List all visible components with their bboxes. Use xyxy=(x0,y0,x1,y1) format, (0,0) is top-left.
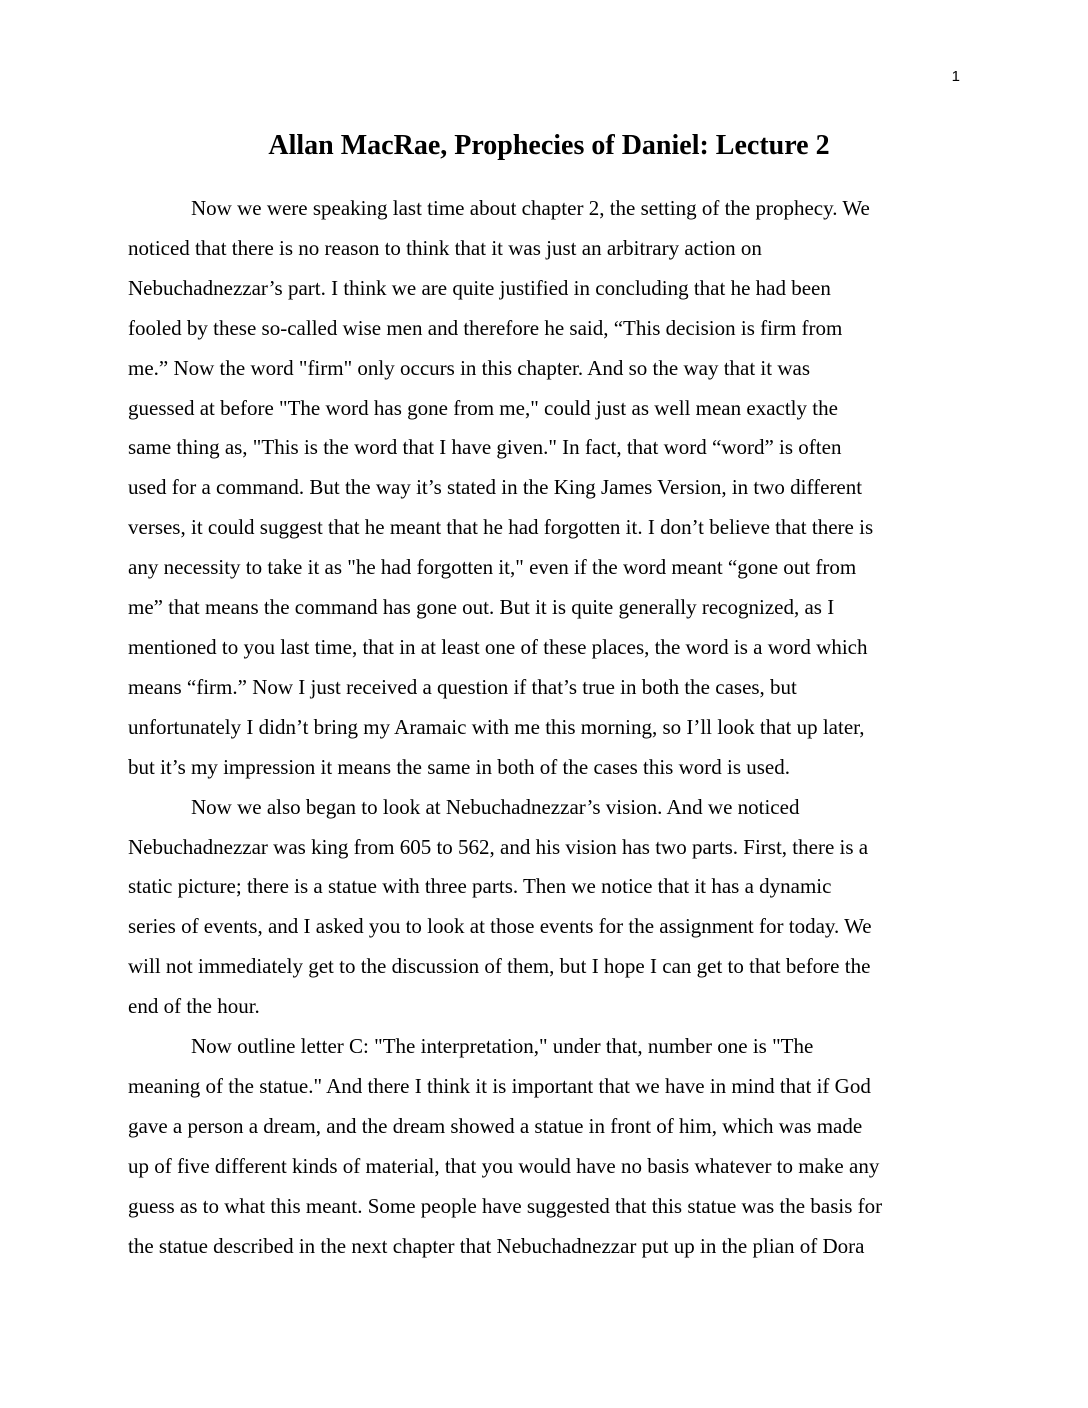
text-line: series of events, and I asked you to look at those events for the assignment for today. We xyxy=(128,914,872,939)
document-title: Allan MacRae, Prophecies of Daniel: Lecture 2 xyxy=(268,130,830,161)
text-line: gave a person a dream, and the dream showed a statue in front of him, which was made xyxy=(128,1113,863,1138)
paragraph-2 xyxy=(128,788,964,1027)
text-line: verses, it could suggest that he meant that he had forgotten it. I don’t believe that there is xyxy=(128,515,874,540)
text-line: guessed at before "The word has gone from me," could just as well mean exactly the xyxy=(128,395,838,420)
text-line: meaning of the statue." And there I think it is important that we have in mind that if God xyxy=(128,1073,871,1098)
text-line: mentioned to you last time, that in at least one of these places, the word is a word which xyxy=(128,634,868,659)
text-line: end of the hour. xyxy=(128,994,260,1019)
text-line: used for a command. But the way it’s stated in the King James Version, in two different xyxy=(128,475,863,500)
text-line: noticed that there is no reason to think that it was just an arbitrary action on xyxy=(128,235,762,260)
paragraph-1 xyxy=(128,189,964,788)
document-body xyxy=(128,189,964,1266)
text-line: Now outline letter C: "The interpretation," under that, number one is "The xyxy=(191,1034,814,1059)
text-line: any necessity to take it as "he had forgotten it," even if the word meant “gone out from xyxy=(128,555,857,580)
text-line: Nebuchadnezzar’s part. I think we are quite justified in concluding that he had been xyxy=(128,275,831,300)
text-line: Now we were speaking last time about chapter 2, the setting of the prophecy. We xyxy=(191,196,870,220)
text-line: static picture; there is a statue with three parts. Then we notice that it has a dynamic xyxy=(128,874,832,899)
text-line: Nebuchadnezzar was king from 605 to 562, and his vision has two parts. First, there is a xyxy=(128,834,869,859)
text-line: will not immediately get to the discussion of them, but I hope I can get to that before the xyxy=(128,954,871,979)
text-line: same thing as, "This is the word that I have given." In fact, that word “word” is often xyxy=(128,435,842,460)
text-line: guess as to what this meant. Some people have suggested that this statue was the basis for xyxy=(128,1193,883,1218)
paragraph-3 xyxy=(128,1027,964,1266)
text-line: means “firm.” Now I just received a question if that’s true in both the cases, but xyxy=(128,674,797,699)
text-line: me.” Now the word "firm" only occurs in this chapter. And so the way that it was xyxy=(128,355,811,380)
text-line: but it’s my impression it means the same in both of the cases this word is used. xyxy=(128,754,791,779)
text-line: up of five different kinds of material, that you would have no basis whatever to make any xyxy=(128,1153,880,1178)
page-number: 1 xyxy=(951,68,960,85)
text-line: me” that means the command has gone out. But it is quite generally recognized, as I xyxy=(128,595,835,620)
text-line: the statue described in the next chapter that Nebuchadnezzar put up in the plian of Dora xyxy=(128,1233,865,1258)
text-line: fooled by these so-called wise men and therefore he said, “This decision is firm from xyxy=(128,315,843,340)
text-line: Now we also began to look at Nebuchadnezzar’s vision. And we noticed xyxy=(191,794,800,819)
text-line: unfortunately I didn’t bring my Aramaic with me this morning, so I’ll look that up later, xyxy=(128,714,865,739)
